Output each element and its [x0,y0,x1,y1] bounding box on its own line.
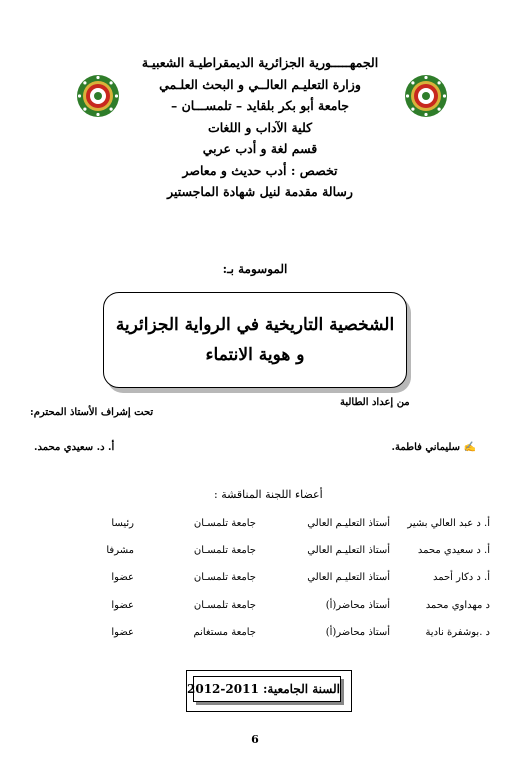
header-republic: الجمهـــــورية الجزائرية الديمقراطيـة الشعبيـة [141,55,379,70]
titled-label: الموسومة بـ: [222,262,288,276]
header-faculty: كلية الآداب و اللغات [207,119,313,135]
member-rank: أستاذ محاضر(أ) [325,627,390,638]
header-ministry: وزارة التعليـم العالــي و البحث العلـمي [159,76,361,92]
member-role: رئيسا [111,518,134,529]
header-university: جامعة أبو بكر بلقايد – تلمســـان – [170,98,350,113]
university-emblem-icon [76,74,120,118]
pen-icon: ✍ [463,442,476,453]
member-name: د .بوشفرة نادية [425,627,490,638]
member-name: د مهداوي محمد [425,600,490,611]
student-name-row [366,442,476,453]
committee-title: أعضاء اللجنة المناقشة : [214,488,323,501]
member-university: جامعة مستغانم [193,627,256,638]
student-name: سليماني فاطمة. [391,442,461,453]
member-name: أ. د عبد العالي بشير [407,518,490,529]
thesis-title-box [103,292,407,388]
member-name: أ. د دكار أحمد [432,572,490,583]
member-role: مشرفا [106,545,134,556]
member-university: جامعة تلمسـان [193,518,256,529]
committee-row [0,545,510,563]
page-number: 6 [251,733,259,746]
member-rank: أستاذ التعليـم العالي [307,518,390,529]
header-thesis-type: رسالة مقدمة لنيل شهادة الماجستير [167,184,353,199]
member-university: جامعة تلمسـان [193,572,256,583]
supervisor-name: أ. د. سعيدي محمد. [34,442,115,453]
institution-header [120,52,400,203]
university-emblem-icon [404,74,448,118]
member-name: أ. د سعيدي محمد [417,545,490,556]
header-department: قسم لغة و أدب عربي [202,141,318,156]
committee-row [0,627,510,645]
thesis-title-line1: الشخصية التاريخية في الرواية الجزائرية [115,315,395,335]
committee-row [0,518,510,536]
academic-year: السنة الجامعية: 2011-2012 [193,676,341,702]
prepared-by-label: من إعداد الطالبة [340,397,410,408]
member-role: عضوا [111,600,134,611]
supervised-label: تحت إشراف الأستاذ المحترم: [30,407,154,418]
committee-row [0,572,510,590]
member-rank: أستاذ التعليـم العالي [307,572,390,583]
thesis-title-line2: و هوية الانتماء [205,345,305,365]
member-role: عضوا [111,572,134,583]
member-role: عضوا [111,627,134,638]
member-rank: أستاذ محاضر(أ) [325,600,390,611]
member-university: جامعة تلمسـان [193,600,256,611]
committee-row [0,600,510,618]
header-specialty: تخصص : أدب حديث و معاصر [182,162,338,178]
member-university: جامعة تلمسـان [193,545,256,556]
member-rank: أستاذ التعليـم العالي [307,545,390,556]
